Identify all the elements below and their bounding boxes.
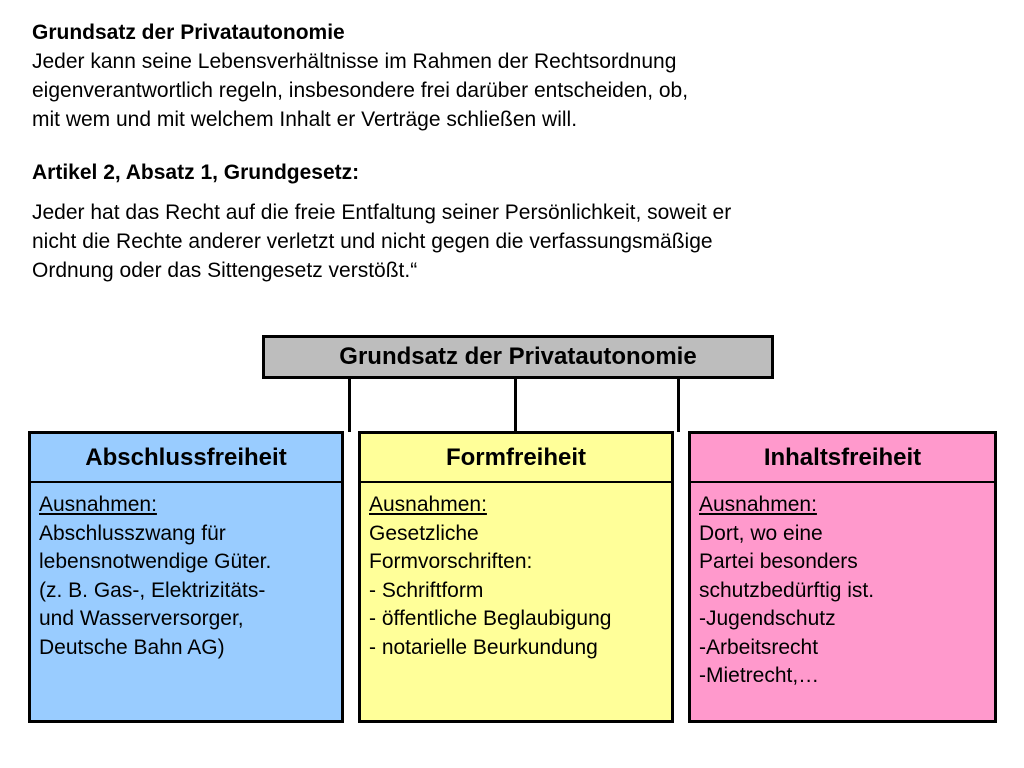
connector-middle bbox=[514, 376, 517, 432]
diagram-root-box bbox=[262, 335, 774, 379]
column-line: schutzbedürftig ist. bbox=[699, 578, 875, 602]
exceptions-label: Ausnahmen: bbox=[369, 493, 487, 516]
column-header: Formfreiheit bbox=[361, 434, 671, 483]
column-line: und Wasserversorger, bbox=[39, 607, 244, 630]
column-formfreiheit bbox=[358, 431, 674, 723]
column-line: - Schriftform bbox=[369, 578, 484, 602]
column-body bbox=[31, 483, 341, 662]
column-line: lebensnotwendige Güter. bbox=[39, 550, 272, 573]
column-line: Formvorschriften: bbox=[369, 550, 533, 573]
article-line-3: Ordnung oder das Sittengesetz verstößt.“ bbox=[32, 259, 418, 282]
exceptions-label: Ausnahmen: bbox=[699, 493, 817, 516]
column-line: - öffentliche Beglaubigung bbox=[369, 607, 612, 630]
column-line: Partei besonders bbox=[699, 550, 858, 573]
intro-title: Grundsatz der Privatautonomie bbox=[32, 21, 345, 44]
column-abschlussfreiheit bbox=[28, 431, 344, 723]
connector-left bbox=[348, 376, 351, 432]
article-text bbox=[32, 198, 932, 285]
exceptions-label: Ausnahmen: bbox=[39, 493, 157, 516]
column-line: Dort, wo eine bbox=[699, 521, 823, 545]
column-header: Inhaltsfreiheit bbox=[691, 434, 994, 483]
column-line: - notarielle Beurkundung bbox=[369, 635, 598, 659]
column-line: -Jugendschutz bbox=[699, 607, 836, 630]
column-line: -Mietrecht,… bbox=[699, 664, 820, 687]
intro-paragraph bbox=[32, 18, 932, 134]
article-title: Artikel 2, Absatz 1, Grundgesetz: bbox=[32, 161, 360, 184]
column-body bbox=[691, 483, 994, 691]
column-line: Abschlusszwang für bbox=[39, 521, 226, 545]
diagram-root-label: Grundsatz der Privatautonomie bbox=[339, 343, 697, 370]
article-line-2: nicht die Rechte anderer verletzt und nicht gegen die verfassungsmäßige bbox=[32, 230, 713, 253]
column-header: Abschlussfreiheit bbox=[31, 434, 341, 483]
intro-line-1: Jeder kann seine Lebensverhältnisse im Rahmen der Rechtsordnung bbox=[32, 50, 677, 73]
column-line: -Arbeitsrecht bbox=[699, 635, 819, 659]
column-line: (z. B. Gas-, Elektrizitäts- bbox=[39, 578, 266, 602]
connector-right bbox=[677, 376, 680, 432]
column-line: Gesetzliche bbox=[369, 521, 479, 545]
column-line: Deutsche Bahn AG) bbox=[39, 635, 225, 659]
column-body bbox=[361, 483, 671, 662]
article-line-1: Jeder hat das Recht auf die freie Entfaltung seiner Persönlichkeit, soweit er bbox=[32, 201, 732, 224]
column-inhaltsfreiheit bbox=[688, 431, 997, 723]
intro-line-3: mit wem und mit welchem Inhalt er Verträge schließen will. bbox=[32, 108, 578, 131]
intro-line-2: eigenverantwortlich regeln, insbesondere frei darüber entscheiden, ob, bbox=[32, 79, 689, 102]
